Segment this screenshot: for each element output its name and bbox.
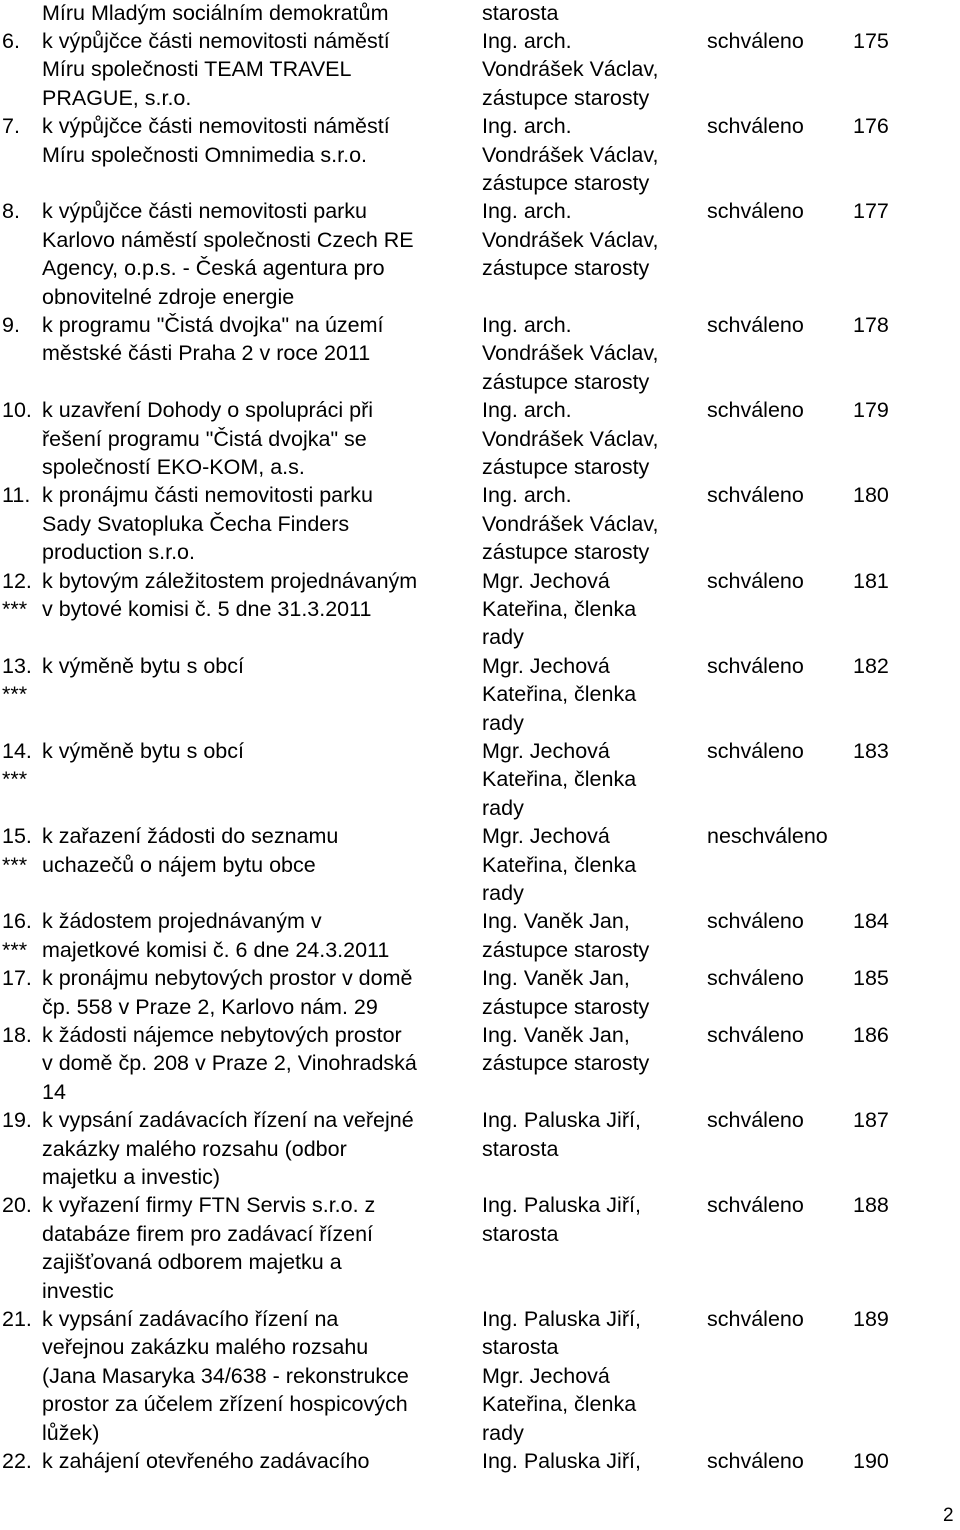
table-row: [0, 0, 960, 27]
item-presenter: Ing. Vaněk Jan, zástupce starosty: [482, 909, 650, 962]
item-subject: k zařazení žádosti do seznamu uchazečů o nájem bytu obce: [42, 824, 339, 877]
item-number: 7.: [2, 114, 20, 139]
table-row: [0, 737, 960, 822]
table-row: [0, 27, 960, 112]
item-presenter: Ing. arch. Vondrášek Václav, zástupce starosty: [482, 398, 659, 479]
item-number: 13. ***: [2, 653, 32, 707]
item-subject: k bytovým záležitostem projednávaným v bytové komisi č. 5 dne 31.3.2011: [42, 568, 418, 621]
item-presenter: Ing. arch. Vondrášek Václav, zástupce starosty: [482, 114, 659, 195]
table-row: [0, 652, 960, 737]
item-number: 6.: [2, 28, 20, 53]
table-row: [0, 1447, 960, 1475]
resolution-number: 180: [853, 483, 889, 508]
item-number: 16. ***: [2, 909, 32, 962]
resolution-number: 184: [853, 909, 889, 934]
item-result: schváleno: [707, 1108, 804, 1133]
resolution-number: 175: [853, 28, 889, 53]
item-presenter: Ing. arch. Vondrášek Václav, zástupce starosty: [482, 199, 659, 281]
item-presenter: Ing. Paluska Jiří, starosta: [482, 1193, 641, 1246]
item-result: schváleno: [707, 909, 804, 934]
item-result: schváleno: [707, 312, 804, 337]
resolution-number: 177: [853, 199, 889, 224]
item-presenter: Ing. arch. Vondrášek Václav, zástupce starosty: [482, 483, 659, 565]
item-subject: k výpůjčce části nemovitosti náměstí Míru společnosti TEAM TRAVEL PRAGUE, s.r.o.: [42, 28, 390, 110]
item-number: 14. ***: [2, 738, 32, 792]
table-row: [0, 396, 960, 481]
table-row: [0, 112, 960, 197]
item-subject: k pronájmu části nemovitosti parku Sady Svatopluka Čecha Finders production s.r.o.: [42, 483, 374, 565]
item-result: schváleno: [707, 114, 804, 139]
resolution-number: 179: [853, 398, 889, 423]
table-row: [0, 907, 960, 964]
resolution-number: 190: [853, 1448, 889, 1473]
table-row: [0, 1305, 960, 1447]
item-presenter: Mgr. Jechová Kateřina, členka rady: [482, 738, 637, 820]
item-number: 15. ***: [2, 824, 32, 877]
resolution-number: 187: [853, 1108, 889, 1133]
item-number: 8.: [2, 199, 20, 224]
resolution-number: 185: [853, 966, 889, 991]
item-result: schváleno: [707, 1193, 804, 1218]
resolution-number: 178: [853, 312, 889, 337]
resolution-number: 188: [853, 1193, 889, 1218]
item-result: schváleno: [707, 738, 804, 763]
item-result: schváleno: [707, 28, 804, 53]
item-result: neschváleno: [707, 824, 828, 849]
resolution-number: 189: [853, 1306, 889, 1331]
table-row: [0, 481, 960, 566]
table-row: [0, 311, 960, 396]
item-number: 21.: [2, 1306, 32, 1331]
item-presenter: Ing. Paluska Jiří, starosta: [482, 1108, 641, 1161]
item-result: schváleno: [707, 653, 804, 678]
item-presenter: Mgr. Jechová Kateřina, členka rady: [482, 653, 637, 735]
item-result: schváleno: [707, 199, 804, 224]
item-subject: Míru Mladým sociálním demokratům: [42, 0, 389, 25]
item-subject: k vyřazení firmy FTN Servis s.r.o. z databáze firem pro zadávací řízení zajišťovaná odborem majetku a investic: [42, 1193, 376, 1303]
item-number: 17.: [2, 966, 32, 991]
item-subject: k výměně bytu s obcí: [42, 738, 244, 763]
item-subject: k vypsání zadávacích řízení na veřejné zakázky malého rozsahu (odbor majetku a investic): [42, 1108, 414, 1189]
item-presenter: starosta: [482, 0, 559, 25]
item-number: 12. ***: [2, 568, 32, 621]
table-row: [0, 567, 960, 652]
resolution-number: 176: [853, 114, 889, 139]
item-result: schváleno: [707, 1306, 804, 1331]
resolution-number: 186: [853, 1022, 889, 1047]
item-subject: k výpůjčce části nemovitosti náměstí Míru společnosti Omnimedia s.r.o.: [42, 114, 390, 167]
item-subject: k žádosti nájemce nebytových prostor v domě čp. 208 v Praze 2, Vinohradská 14: [42, 1022, 417, 1104]
item-result: schváleno: [707, 398, 804, 423]
table-row: [0, 197, 960, 311]
item-number: 11.: [2, 483, 31, 508]
item-presenter: Mgr. Jechová Kateřina, členka rady: [482, 568, 637, 650]
item-subject: k žádostem projednávaným v majetkové komisi č. 6 dne 24.3.2011: [42, 909, 390, 962]
item-number: 19.: [2, 1108, 32, 1133]
item-presenter: Ing. Vaněk Jan, zástupce starosty: [482, 966, 650, 1019]
resolution-number: 182: [853, 653, 889, 678]
page-number: 2: [943, 1505, 954, 1526]
item-result: schváleno: [707, 966, 804, 991]
item-result: schváleno: [707, 1022, 804, 1047]
item-subject: k uzavření Dohody o spolupráci při řešení programu "Čistá dvojka" se společností EKO-KOM, a.s.: [42, 398, 374, 479]
item-number: 18.: [2, 1022, 32, 1047]
table-row: [0, 1106, 960, 1191]
table-row: [0, 964, 960, 1021]
item-number: 20.: [2, 1193, 32, 1218]
item-result: schváleno: [707, 483, 804, 508]
item-subject: k výměně bytu s obcí: [42, 653, 244, 678]
table-row: [0, 1191, 960, 1305]
table-row: [0, 822, 960, 907]
item-presenter: Ing. arch. Vondrášek Václav, zástupce starosty: [482, 28, 659, 110]
item-presenter: Ing. arch. Vondrášek Václav, zástupce starosty: [482, 312, 659, 394]
table-row: [0, 1021, 960, 1106]
item-result: schváleno: [707, 1448, 804, 1473]
item-number: 10.: [2, 398, 32, 423]
item-subject: k programu "Čistá dvojka" na území městské části Praha 2 v roce 2011: [42, 312, 384, 366]
item-number: 22.: [2, 1448, 32, 1473]
item-subject: k výpůjčce části nemovitosti parku Karlovo náměstí společnosti Czech RE Agency, o.p.s. - Česká agentura pro obnovitelné zdroje energie: [42, 199, 414, 309]
item-presenter: Ing. Paluska Jiří, starosta Mgr. Jechová Kateřina, členka rady: [482, 1306, 641, 1445]
item-presenter: Ing. Paluska Jiří,: [482, 1448, 641, 1473]
item-number: 9.: [2, 312, 20, 337]
item-result: schváleno: [707, 568, 804, 593]
item-presenter: Mgr. Jechová Kateřina, členka rady: [482, 824, 637, 905]
item-subject: k zahájení otevřeného zadávacího: [42, 1448, 370, 1473]
resolution-number: 183: [853, 738, 889, 763]
item-presenter: Ing. Vaněk Jan, zástupce starosty: [482, 1022, 650, 1076]
resolution-number: 181: [853, 568, 889, 593]
item-subject: k pronájmu nebytových prostor v domě čp. 558 v Praze 2, Karlovo nám. 29: [42, 966, 413, 1019]
item-subject: k vypsání zadávacího řízení na veřejnou zakázku malého rozsahu (Jana Masaryka 34/638 - rekonstrukce prostor za účelem zřízení hospicových lůžek): [42, 1306, 409, 1445]
